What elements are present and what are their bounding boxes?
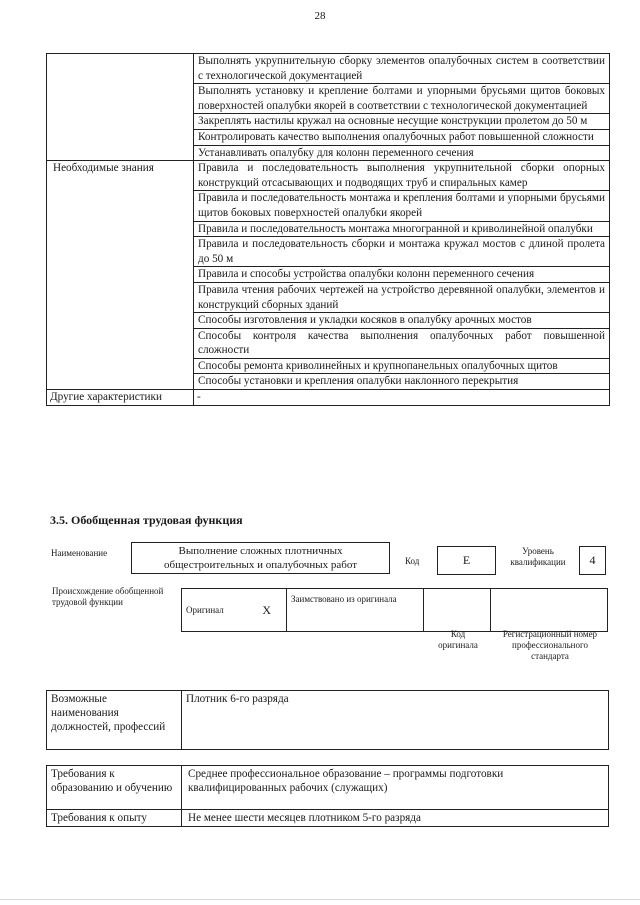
reg-number-cell	[491, 589, 608, 632]
function-name-box	[131, 542, 390, 574]
positions-label: Возможные наименования должностей, профессий	[47, 691, 182, 750]
education-value: Среднее профессиональное образование – программы подготовки квалифицированных рабочих (служащих)	[182, 766, 609, 810]
skill-item: Закреплять настилы кружал на основные несущие конструкции пролетом до 50 м	[194, 114, 610, 130]
function-name-value: Выполнение сложных плотничных общестроительных и опалубочных работ	[163, 545, 357, 571]
knowledge-item: Правила и последовательность монтажа и крепления болтами и упорными брусьями щитов боковых поверхностей опалубки якорей	[194, 191, 610, 221]
other-characteristics-value: -	[194, 390, 610, 406]
knowledge-item: Правила и способы устройства опалубки колонн переменного сечения	[194, 267, 610, 283]
level-value: 4	[589, 553, 596, 567]
table-row	[47, 390, 610, 406]
knowledge-item: Правила и последовательность выполнения укрупнительной сборки опорных конструкций отсасывающих и подводящих труб и спиральных камер	[194, 161, 610, 191]
experience-value: Не менее шести месяцев плотником 5-го разряда	[182, 810, 609, 827]
page-number: 28	[314, 10, 326, 22]
skill-item: Контролировать качество выполнения опалубочных работ повышенной сложности	[194, 129, 610, 145]
positions-table	[46, 690, 609, 750]
knowledge-item: Способы установки и крепления опалубки наклонного перекрытия	[194, 374, 610, 390]
requirements-table	[46, 765, 609, 827]
knowledge-label: Необходимые знания	[47, 161, 194, 390]
code-original-label: Код оригинала	[438, 629, 478, 650]
section-title: 3.5. Обобщенная трудовая функция	[50, 513, 243, 527]
table-row	[47, 161, 610, 191]
knowledge-item: Способы контроля качества выполнения опалубочных работ повышенной сложности	[194, 328, 610, 358]
knowledge-item: Правила чтения рабочих чертежей на устройство деревянной опалубки, элементов и конструкций сборных зданий	[194, 282, 610, 312]
code-label: Код	[405, 556, 420, 566]
reg-number-label: Регистрационный номер профессионального стандарта	[502, 629, 598, 661]
level-label: Уровень квалификации	[510, 546, 566, 567]
code-box	[437, 546, 496, 575]
level-box	[579, 546, 606, 575]
original-mark: X	[248, 589, 287, 632]
original-label: Оригинал	[182, 589, 248, 632]
skill-item: Выполнять установку и крепление болтами и упорными брусьями щитов боковых поверхностей опалубки якорей в соответствии с технологической документацией	[194, 84, 610, 114]
skill-item: Устанавливать опалубку для колонн переменного сечения	[194, 145, 610, 161]
knowledge-item: Правила и последовательность сборки и монтажа кружал мостов с длиной пролета до 50 м	[194, 237, 610, 267]
knowledge-item: Способы ремонта криволинейных и крупнопанельных опалубочных щитов	[194, 358, 610, 374]
experience-label: Требования к опыту	[47, 810, 182, 827]
scan-edge-line	[0, 899, 640, 900]
origin-table	[181, 588, 608, 632]
education-label: Требования к образованию и обучению	[47, 766, 182, 810]
borrowed-label: Заимствовано из оригинала	[287, 589, 424, 632]
origin-label: Происхождение обобщенной трудовой функции	[52, 586, 164, 607]
table-row	[47, 54, 610, 84]
other-characteristics-label: Другие характеристики	[47, 390, 194, 406]
name-label: Наименование	[51, 548, 108, 558]
skill-item: Выполнять укрупнительную сборку элементов опалубочных систем в соответствии с технологической документацией	[194, 54, 610, 84]
knowledge-skills-table	[46, 53, 610, 406]
code-value: E	[462, 553, 471, 567]
skills-label-cell	[47, 54, 194, 161]
code-original-cell	[424, 589, 491, 632]
positions-value: Плотник 6-го разряда	[182, 691, 609, 750]
knowledge-item: Способы изготовления и укладки косяков в опалубку арочных мостов	[194, 313, 610, 329]
knowledge-item: Правила и последовательность монтажа многогранной и криволинейной опалубки	[194, 221, 610, 237]
